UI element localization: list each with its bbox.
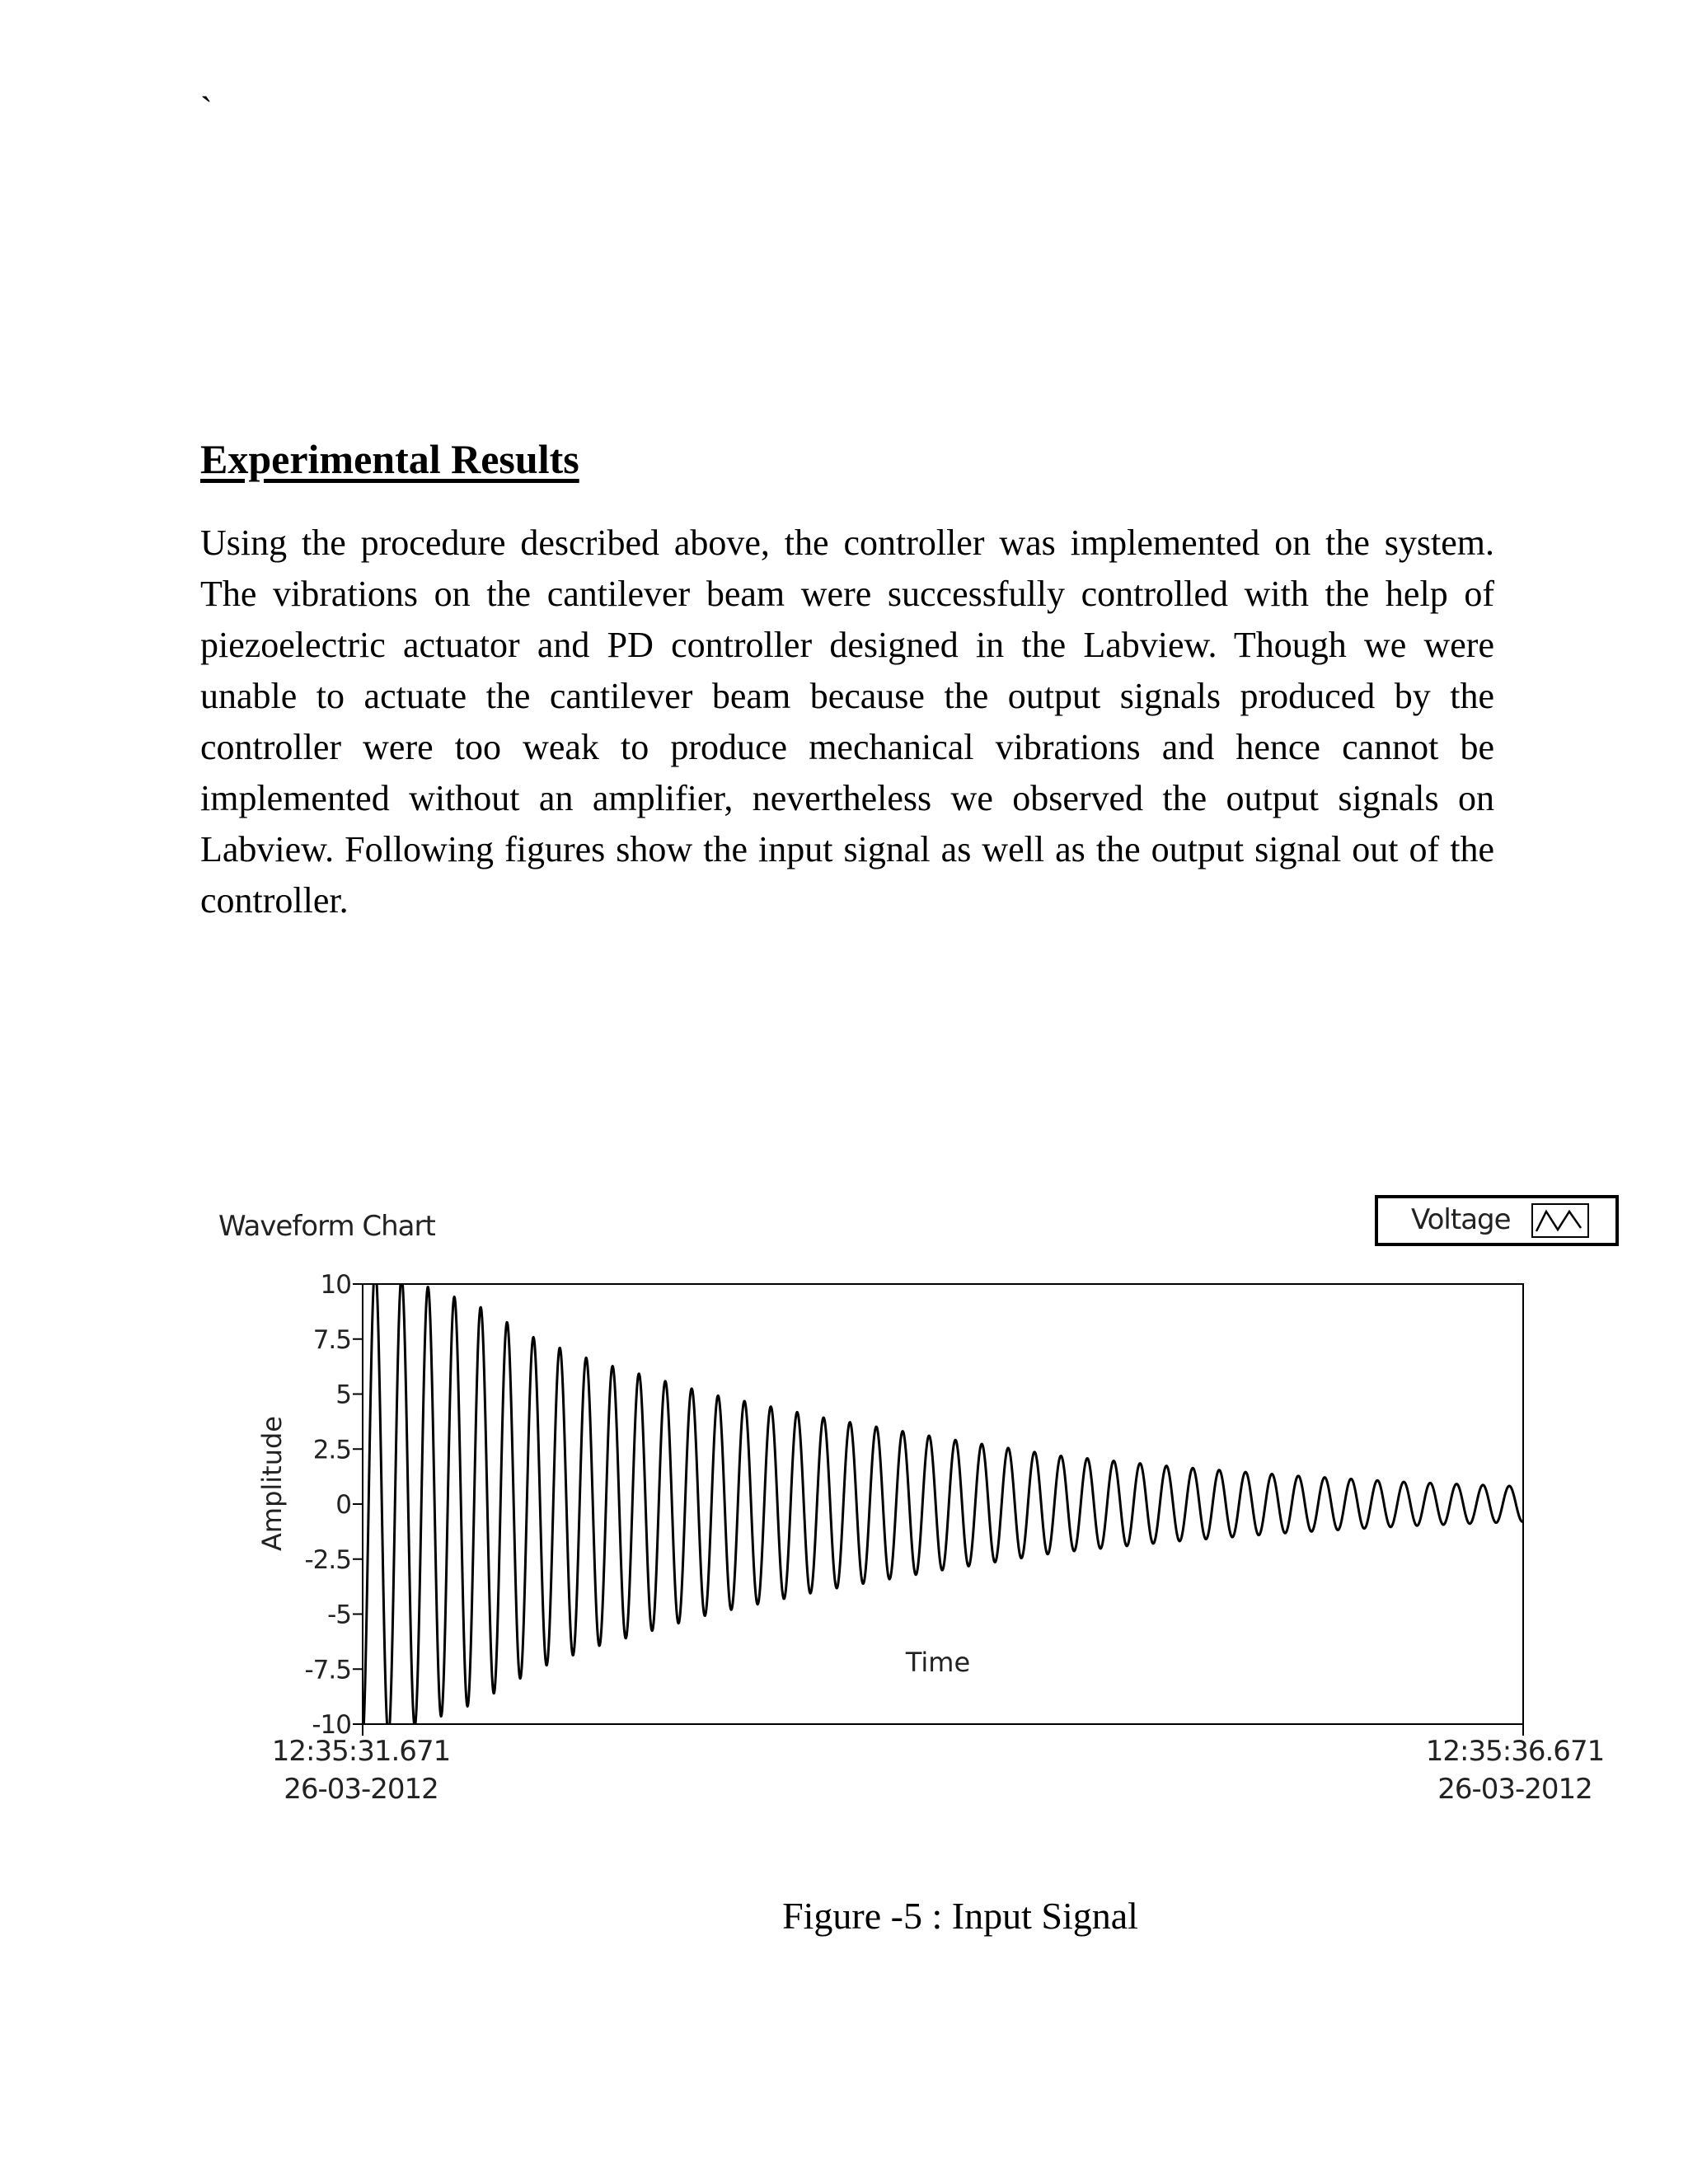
y-tick-label: -10	[312, 1710, 351, 1740]
y-tick-label: 0	[335, 1490, 351, 1520]
x-tick-label-start	[272, 1732, 450, 1808]
chart-title: Waveform Chart	[218, 1210, 435, 1243]
y-tick-label: 2.5	[312, 1435, 351, 1465]
x-tick-end-date: 26-03-2012	[1437, 1773, 1592, 1806]
x-tick-start-date: 26-03-2012	[284, 1773, 438, 1806]
stray-mark: `	[200, 90, 213, 130]
legend-series-name: Voltage	[1411, 1203, 1511, 1236]
y-tick-label: -5	[327, 1600, 351, 1630]
y-tick-label: -7.5	[304, 1655, 351, 1685]
x-tick-label-end	[1426, 1732, 1604, 1808]
y-tick-label: -2.5	[304, 1544, 351, 1575]
y-tick-label: 5	[335, 1380, 351, 1410]
x-axis-label: Time	[905, 1647, 971, 1678]
x-tick-end-time: 12:35:36.671	[1425, 1735, 1605, 1768]
y-tick-label: 10	[320, 1270, 351, 1300]
y-axis-label: Amplitude	[256, 1416, 288, 1551]
x-tick-start-time: 12:35:31.671	[271, 1735, 451, 1768]
figure-caption: Figure -5 : Input Signal	[782, 1895, 1138, 1937]
body-paragraph: Using the procedure described above, the controller was implemented on the system. The vibrations on the cantilever beam were successfully controlled with the help of piezoelectric actuator and PD controller designed in the Labview. Though we were unable to actuate the cantilever beam because the output signals produced by the controller were too weak to produce mechanical vibrations and hence cannot be implemented without an amplifier, nevertheless we observed the output signals on Labview. Following figures show the input signal as well as the output signal out of the controller.	[200, 523, 1494, 921]
section-heading: Experimental Results	[200, 436, 579, 482]
y-tick-label: 7.5	[312, 1324, 351, 1355]
